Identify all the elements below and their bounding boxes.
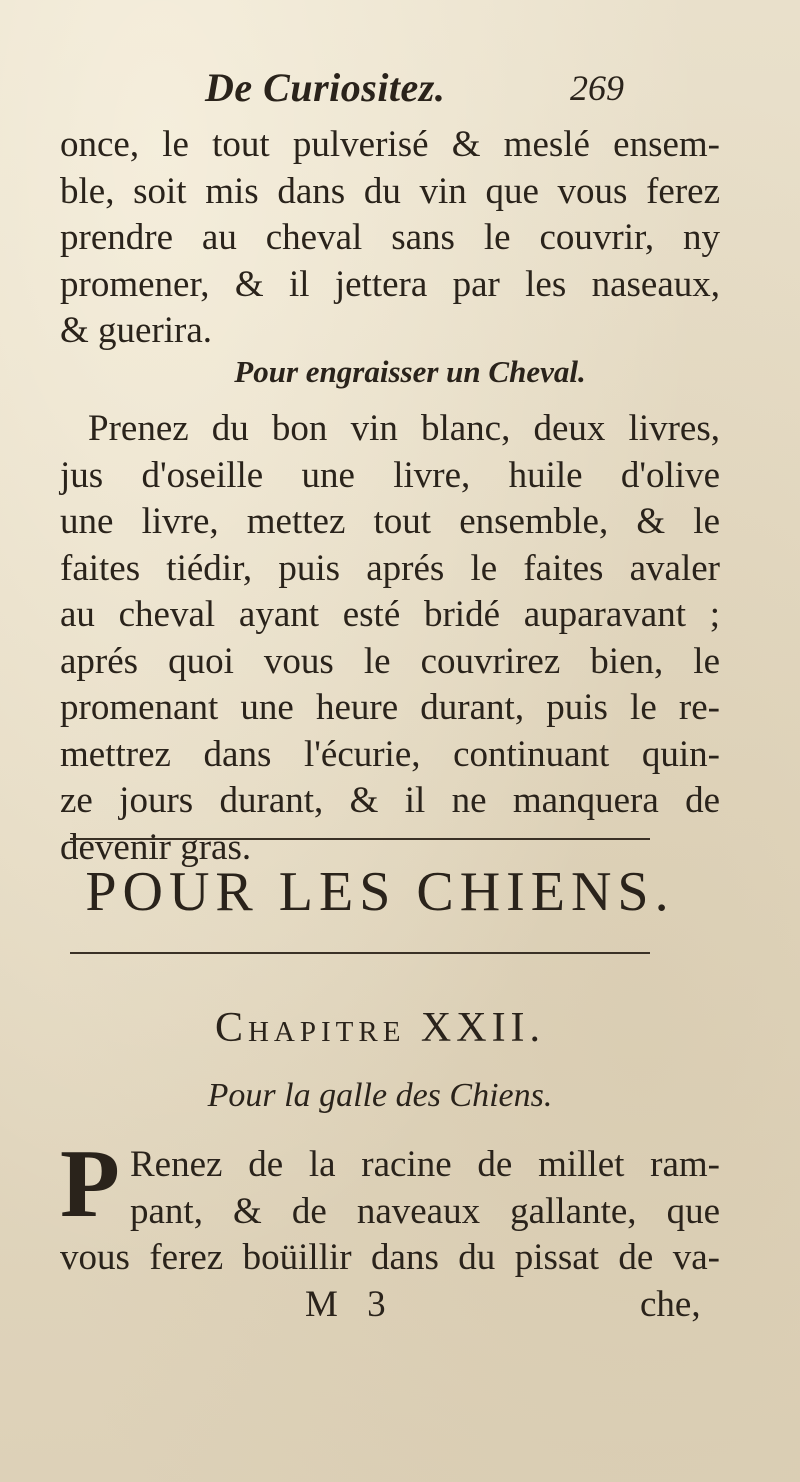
text-line: jus d'oseille une livre, huile d'olive bbox=[60, 454, 720, 496]
text-line: ze jours durant, & il ne manquera de bbox=[60, 780, 720, 821]
page-header bbox=[0, 64, 800, 114]
signature-mark: M 3 bbox=[305, 1284, 396, 1325]
section-heading: POUR LES CHIENS. bbox=[85, 861, 675, 923]
text-line: mettrez dans l'écurie, continuant quin- bbox=[60, 733, 720, 775]
text-line: aprés quoi vous le couvrirez bien, le bbox=[60, 640, 720, 682]
recipe-heading-horse: Pour engraisser un Cheval. bbox=[234, 354, 586, 389]
text-line: promenant une heure durant, puis le re- bbox=[60, 687, 720, 728]
text-line: Renez de la racine de millet ram- bbox=[130, 1144, 720, 1185]
text-line: prendre au cheval sans le couvrir, ny bbox=[60, 217, 720, 258]
text-line: & guerira. bbox=[60, 310, 213, 351]
text-line: Prenez du bon vin blanc, deux livres, bbox=[88, 408, 720, 449]
paragraph-horse-recipe bbox=[60, 406, 720, 871]
text-line: pant, & de naveaux gallante, que bbox=[130, 1190, 720, 1232]
text-line: devenir gras. bbox=[60, 826, 252, 868]
text-line: once, le tout pulverisé & meslé ensem- bbox=[60, 124, 720, 165]
section-rule-top bbox=[70, 838, 650, 840]
text-line: vous ferez boüillir dans du pissat de va- bbox=[60, 1237, 720, 1278]
text-line: au cheval ayant esté bridé auparavant ; bbox=[60, 594, 720, 635]
catchword: che, bbox=[640, 1284, 701, 1325]
page-number: 269 bbox=[570, 68, 624, 108]
chapter-heading: Chapitre XXII. bbox=[214, 1005, 546, 1051]
running-title: De Curiositez. bbox=[205, 65, 446, 110]
section-rule-bottom bbox=[70, 952, 650, 954]
paragraph-continuation bbox=[60, 122, 720, 355]
page-footer bbox=[0, 1282, 800, 1332]
text-line: ble, soit mis dans du vin que vous ferez bbox=[60, 170, 720, 212]
text-line: une livre, mettez tout ensemble, & le bbox=[60, 501, 720, 542]
recipe-heading-dogs: Pour la galle des Chiens. bbox=[207, 1077, 553, 1114]
paragraph-dog-recipe bbox=[60, 1142, 720, 1282]
text-line: promener, & il jettera par les naseaux, bbox=[60, 263, 720, 305]
drop-cap: P bbox=[60, 1130, 120, 1238]
text-line: faites tiédir, puis aprés le faites avaler bbox=[60, 547, 720, 589]
